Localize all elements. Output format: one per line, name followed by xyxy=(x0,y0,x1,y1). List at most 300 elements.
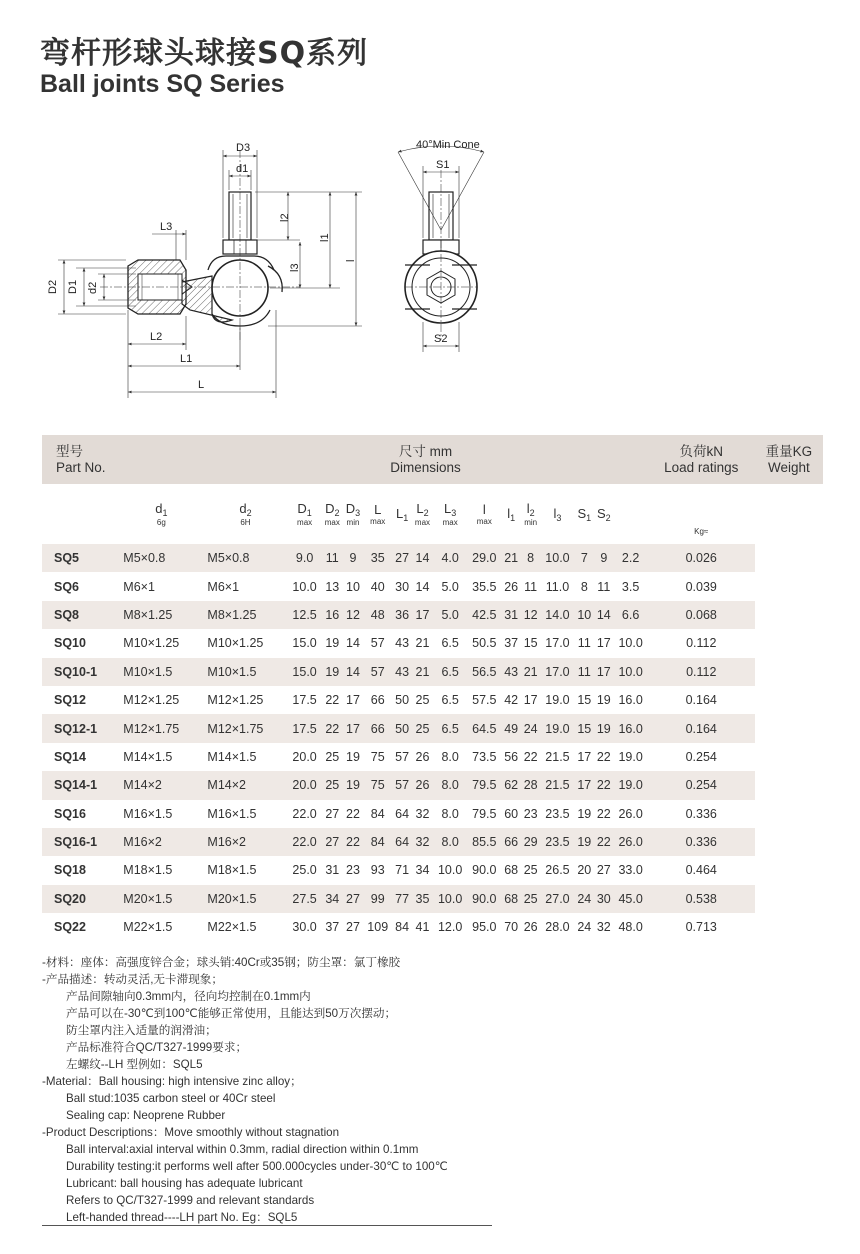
value-cell: 26.0 xyxy=(618,806,643,821)
front-view xyxy=(405,170,477,340)
svg-text:l3: l3 xyxy=(289,263,301,272)
value-cell: M14×2 xyxy=(207,778,246,793)
value-cell: 8.0 xyxy=(441,778,459,793)
value-cell: 90.0 xyxy=(472,891,497,906)
value-cell: 19 xyxy=(577,806,592,821)
subheader-cell: $L_2$ max xyxy=(414,501,431,527)
value-cell: 14 xyxy=(346,664,360,679)
table-subheader-row xyxy=(42,484,823,544)
value-cell: 19 xyxy=(596,721,611,736)
note-line: 左螺纹--LH 型例如：SQL5 xyxy=(66,1058,203,1071)
value-cell: M12×1.75 xyxy=(123,721,180,736)
value-cell: 26.5 xyxy=(545,863,570,878)
value-cell: 30.0 xyxy=(292,920,317,935)
value-cell: 85.5 xyxy=(472,835,497,850)
value-cell: 16 xyxy=(325,607,340,622)
value-cell: 57 xyxy=(370,636,385,651)
value-cell: 14 xyxy=(596,607,611,622)
value-cell: 57.5 xyxy=(472,693,497,708)
value-cell: M18×1.5 xyxy=(207,863,257,878)
subheader-cell: $l_1$ xyxy=(507,505,516,523)
value-cell: 25 xyxy=(415,693,430,708)
side-view xyxy=(100,150,300,340)
value-cell: 66 xyxy=(504,835,519,850)
value-cell: M16×1.5 xyxy=(123,806,173,821)
value-cell: 15 xyxy=(577,693,592,708)
value-cell: 32 xyxy=(596,920,611,935)
subheader-cell: l max xyxy=(476,502,492,526)
value-cell: 48 xyxy=(370,607,385,622)
table-body xyxy=(42,544,823,941)
subheader-cell: $D_1$ max xyxy=(297,501,313,527)
value-cell: 10.0 xyxy=(618,664,643,679)
value-cell: 26 xyxy=(415,778,430,793)
value-cell: M6×1 xyxy=(123,579,155,594)
value-cell: 12 xyxy=(346,607,360,622)
value-cell: 93 xyxy=(370,863,385,878)
value-cell: 26 xyxy=(504,579,519,594)
value-cell: 50 xyxy=(395,693,410,708)
value-cell: 25 xyxy=(523,891,538,906)
svg-text:D1: D1 xyxy=(67,279,79,294)
value-cell: 16.0 xyxy=(618,721,643,736)
page-title-cn: 弯杆形球头球接SQ系列 xyxy=(40,36,369,71)
value-cell: M22×1.5 xyxy=(123,920,173,935)
note-line: 防尘罩内注入适量的润滑油； xyxy=(66,1024,217,1037)
svg-text:l: l xyxy=(345,259,357,262)
value-cell: 23.5 xyxy=(545,835,570,850)
value-cell: 22 xyxy=(596,749,611,764)
value-cell: 17 xyxy=(346,693,360,708)
svg-text:S1: S1 xyxy=(436,159,450,171)
value-cell: 17 xyxy=(415,607,430,622)
value-cell: 43 xyxy=(504,664,519,679)
value-cell: 17 xyxy=(596,636,611,651)
svg-text:L3: L3 xyxy=(160,221,173,233)
value-cell: 17.0 xyxy=(545,636,570,651)
value-cell: 56 xyxy=(504,749,519,764)
value-cell: 17 xyxy=(577,749,592,764)
value-cell: M6×1 xyxy=(207,579,240,594)
part-number-cell: SQ10 xyxy=(54,636,86,651)
value-cell: M18×1.5 xyxy=(123,863,173,878)
value-cell: 5.0 xyxy=(441,579,459,594)
value-cell: 11 xyxy=(325,551,339,566)
value-cell: 40 xyxy=(370,579,385,594)
value-cell: 10 xyxy=(577,607,592,622)
note-line: Durability testing:it performs well after 500.000cycles under-30℃ to 100℃ xyxy=(66,1160,448,1173)
part-number-cell: SQ12-1 xyxy=(54,721,98,736)
subheader-cell: $d_2$ 6H xyxy=(239,501,252,527)
value-cell: 25 xyxy=(325,749,340,764)
value-cell: 64 xyxy=(395,806,410,821)
table-row xyxy=(42,601,823,629)
value-cell: 42 xyxy=(504,693,519,708)
value-cell: 11 xyxy=(577,636,591,651)
value-cell: 19.0 xyxy=(545,693,570,708)
svg-text:L2: L2 xyxy=(150,331,163,343)
table-row xyxy=(42,913,823,941)
value-cell: 8 xyxy=(580,579,588,594)
value-cell: 48.0 xyxy=(618,920,643,935)
table-header-row xyxy=(42,435,823,484)
svg-text:d2: d2 xyxy=(87,281,99,294)
footer-divider xyxy=(42,1225,492,1226)
value-cell: 27 xyxy=(596,863,611,878)
value-cell: M5×0.8 xyxy=(207,551,250,566)
value-cell: 71 xyxy=(395,863,410,878)
value-cell: 84 xyxy=(395,920,410,935)
value-cell: 0.039 xyxy=(685,579,717,594)
value-cell: 75 xyxy=(370,749,385,764)
value-cell: 10.0 xyxy=(545,551,570,566)
value-cell: 26 xyxy=(523,920,538,935)
value-cell: 12.5 xyxy=(292,607,317,622)
part-number-cell: SQ20 xyxy=(54,891,86,906)
value-cell: 31 xyxy=(504,607,519,622)
table-row xyxy=(42,658,823,686)
value-cell: 4.0 xyxy=(441,551,459,566)
value-cell: 57 xyxy=(370,664,385,679)
value-cell: 0.254 xyxy=(685,778,717,793)
value-cell: 12.0 xyxy=(437,920,463,935)
value-cell: 3.5 xyxy=(621,579,640,594)
value-cell: M20×1.5 xyxy=(207,891,257,906)
side-labels xyxy=(47,142,357,391)
value-cell: 17 xyxy=(523,693,538,708)
value-cell: 43 xyxy=(395,664,410,679)
value-cell: 57 xyxy=(395,778,410,793)
value-cell: 20.0 xyxy=(292,778,317,793)
subheader-cell: $l_3$ xyxy=(553,505,562,523)
part-number-cell: SQ10-1 xyxy=(54,664,98,679)
value-cell: 35 xyxy=(415,891,430,906)
part-number-cell: SQ8 xyxy=(54,607,80,622)
subheader-cell: $l_2$ min xyxy=(524,501,538,527)
value-cell: 21 xyxy=(415,664,430,679)
value-cell: 19 xyxy=(577,835,592,850)
value-cell: 0.254 xyxy=(685,749,717,764)
part-number-cell: SQ5 xyxy=(54,551,80,566)
notes-section xyxy=(42,954,448,1226)
value-cell: 35 xyxy=(370,551,385,566)
value-cell: M10×1.5 xyxy=(207,664,257,679)
value-cell: M20×1.5 xyxy=(123,891,173,906)
value-cell: 26 xyxy=(415,749,430,764)
value-cell: 5.0 xyxy=(441,607,459,622)
value-cell: 19.0 xyxy=(545,721,570,736)
value-cell: 22 xyxy=(523,749,538,764)
value-cell: M22×1.5 xyxy=(207,920,257,935)
value-cell: 22 xyxy=(325,721,340,736)
value-cell: 30 xyxy=(596,891,611,906)
value-cell: 11 xyxy=(577,664,591,679)
part-number-cell: SQ18 xyxy=(54,863,86,878)
value-cell: 32 xyxy=(415,835,430,850)
part-number-cell: SQ22 xyxy=(54,920,86,935)
value-cell: 22 xyxy=(325,693,340,708)
value-cell: 10 xyxy=(346,579,360,594)
value-cell: 10.0 xyxy=(437,863,463,878)
value-cell: 64 xyxy=(395,835,410,850)
value-cell: 25 xyxy=(415,721,430,736)
value-cell: 17.5 xyxy=(292,721,317,736)
value-cell: 41 xyxy=(415,920,430,935)
table-row xyxy=(42,885,823,913)
subheader-cell: $L_3$ max xyxy=(442,501,458,527)
header-load: 负荷kN Load ratings xyxy=(648,435,755,484)
note-line: Ball stud:1035 carbon steel or 40Cr steel xyxy=(66,1092,276,1105)
value-cell: 20.0 xyxy=(292,749,317,764)
value-cell: 7 xyxy=(580,551,588,566)
value-cell: 15.0 xyxy=(292,636,317,651)
value-cell: 19.0 xyxy=(618,749,643,764)
value-cell: M10×1.25 xyxy=(207,636,264,651)
value-cell: 17 xyxy=(577,778,592,793)
value-cell: 66 xyxy=(370,693,385,708)
value-cell: M12×1.25 xyxy=(123,693,180,708)
value-cell: 0.464 xyxy=(685,863,717,878)
value-cell: 23 xyxy=(346,863,360,878)
value-cell: 34 xyxy=(415,863,430,878)
header-weight: 重量KG Weight xyxy=(755,435,823,484)
value-cell: 6.5 xyxy=(441,721,459,736)
value-cell: 21 xyxy=(415,636,430,651)
note-line: Ball interval:axial interval within 0.3mm, radial direction within 0.1mm xyxy=(66,1143,419,1156)
note-line: 产品标准符合QC/T327-1999要求； xyxy=(66,1041,248,1054)
value-cell: M14×2 xyxy=(123,778,162,793)
value-cell: 49 xyxy=(504,721,519,736)
value-cell: 24 xyxy=(577,891,592,906)
value-cell: 25 xyxy=(325,778,340,793)
value-cell: 6.5 xyxy=(441,636,459,651)
note-line: Left-handed thread----LH part No. Eg：SQL5 xyxy=(66,1211,298,1224)
svg-text:S2: S2 xyxy=(434,333,448,345)
table-row xyxy=(42,856,823,884)
value-cell: 50 xyxy=(395,721,410,736)
svg-text:l2: l2 xyxy=(279,213,291,222)
value-cell: 84 xyxy=(370,806,385,821)
technical-drawing xyxy=(0,130,860,420)
part-number-cell: SQ16-1 xyxy=(54,835,98,850)
value-cell: M12×1.25 xyxy=(207,693,264,708)
value-cell: M16×2 xyxy=(207,835,246,850)
note-line: -产品描述：转动灵活,无卡滞现象； xyxy=(42,973,223,986)
value-cell: 6.6 xyxy=(621,607,640,622)
svg-text:L1: L1 xyxy=(180,353,193,365)
value-cell: 73.5 xyxy=(472,749,497,764)
value-cell: 27 xyxy=(346,920,360,935)
table-row xyxy=(42,686,823,714)
value-cell: 21 xyxy=(523,664,538,679)
value-cell: 0.112 xyxy=(686,636,717,651)
value-cell: 50.5 xyxy=(472,636,497,651)
note-line: Refers to QC/T327-1999 and relevant standards xyxy=(66,1194,315,1207)
value-cell: 109 xyxy=(367,920,389,935)
value-cell: 22 xyxy=(346,806,360,821)
value-cell: 22 xyxy=(596,806,611,821)
value-cell: 11 xyxy=(597,579,611,594)
value-cell: 26.0 xyxy=(618,835,643,850)
value-cell: 24 xyxy=(523,721,538,736)
value-cell: M10×1.25 xyxy=(123,636,180,651)
table-row xyxy=(42,771,823,799)
value-cell: 0.026 xyxy=(685,551,717,566)
value-cell: M14×1.5 xyxy=(207,749,257,764)
value-cell: 0.538 xyxy=(685,891,717,906)
value-cell: 28.0 xyxy=(545,920,570,935)
value-cell: 14 xyxy=(415,579,430,594)
value-cell: 23 xyxy=(523,806,538,821)
value-cell: 15 xyxy=(577,721,592,736)
value-cell: 43 xyxy=(395,636,410,651)
value-cell: 19 xyxy=(325,664,340,679)
value-cell: M16×2 xyxy=(123,835,162,850)
value-cell: 29 xyxy=(523,835,538,850)
value-cell: 57 xyxy=(395,749,410,764)
value-cell: 17.5 xyxy=(292,693,317,708)
subheader-cell: $D_2$ max xyxy=(324,501,340,527)
note-line: -Material：Ball housing: high intensive zinc alloy； xyxy=(42,1075,302,1088)
svg-text:d1: d1 xyxy=(236,163,249,175)
value-cell: M8×1.25 xyxy=(123,607,173,622)
subheader-blank xyxy=(614,484,648,544)
note-line: 产品可以在-30℃到100℃能够正常使用，且能达到50万次摆动； xyxy=(66,1007,397,1020)
value-cell: 19 xyxy=(346,749,360,764)
value-cell: 27 xyxy=(325,806,340,821)
value-cell: 14 xyxy=(415,551,430,566)
part-number-cell: SQ14 xyxy=(54,749,86,764)
value-cell: 36 xyxy=(395,607,410,622)
subheader-cell: L max xyxy=(370,502,386,526)
value-cell: M14×1.5 xyxy=(123,749,173,764)
value-cell: 56.5 xyxy=(472,664,497,679)
value-cell: 21 xyxy=(504,551,519,566)
value-cell: 34 xyxy=(325,891,340,906)
subheader-cell: $D_3$ min xyxy=(345,501,361,527)
value-cell: 0.164 xyxy=(685,693,717,708)
value-cell: 42.5 xyxy=(472,607,497,622)
value-cell: 9.0 xyxy=(295,551,314,566)
header-dimensions: 尺寸 mm Dimensions xyxy=(203,435,647,484)
subheader-blank xyxy=(42,484,119,544)
note-line: 产品间隙轴向0.3mm内，径向均控制在0.1mm内 xyxy=(66,990,311,1003)
table-row xyxy=(42,544,823,572)
value-cell: 11.0 xyxy=(545,579,570,594)
table-row xyxy=(42,743,823,771)
value-cell: 8.0 xyxy=(441,806,459,821)
value-cell: 90.0 xyxy=(472,863,497,878)
value-cell: 22.0 xyxy=(292,806,317,821)
value-cell: 8 xyxy=(527,551,535,566)
value-cell: 33.0 xyxy=(618,863,643,878)
note-line: Lubricant: ball housing has adequate lubricant xyxy=(66,1177,303,1190)
value-cell: 37 xyxy=(504,636,519,651)
value-cell: 8.0 xyxy=(441,835,459,850)
parts-table xyxy=(42,435,823,941)
value-cell: 77 xyxy=(395,891,410,906)
subheader-cell: $S_2$ xyxy=(596,505,611,523)
value-cell: 15.0 xyxy=(292,664,317,679)
value-cell: 64.5 xyxy=(472,721,497,736)
value-cell: 60 xyxy=(504,806,519,821)
value-cell: M16×1.5 xyxy=(207,806,257,821)
value-cell: 17 xyxy=(346,721,360,736)
value-cell: 0.112 xyxy=(686,664,717,679)
value-cell: 27 xyxy=(346,891,360,906)
value-cell: 19 xyxy=(596,693,611,708)
svg-text:l1: l1 xyxy=(319,233,331,242)
note-line: -材料：座体：高强度锌合金；球头销:40Cr或35钢；防尘罩：氯丁橡胶 xyxy=(42,956,401,969)
value-cell: 30 xyxy=(395,579,410,594)
value-cell: 45.0 xyxy=(618,891,643,906)
value-cell: 22 xyxy=(346,835,360,850)
value-cell: 84 xyxy=(370,835,385,850)
value-cell: 27 xyxy=(395,551,410,566)
value-cell: 22 xyxy=(596,835,611,850)
value-cell: 0.336 xyxy=(685,806,717,821)
value-cell: 66 xyxy=(370,721,385,736)
page-title-en: Ball joints SQ Series xyxy=(40,70,285,98)
svg-text:D2: D2 xyxy=(47,279,59,294)
value-cell: 23.5 xyxy=(545,806,570,821)
value-cell: 68 xyxy=(504,891,519,906)
value-cell: 31 xyxy=(325,863,340,878)
value-cell: 17.0 xyxy=(545,664,570,679)
value-cell: 75 xyxy=(370,778,385,793)
value-cell: 24 xyxy=(577,920,592,935)
svg-text:L: L xyxy=(198,379,205,391)
value-cell: 8.0 xyxy=(441,749,459,764)
value-cell: 27.5 xyxy=(292,891,317,906)
value-cell: 9 xyxy=(600,551,608,566)
value-cell: 2.2 xyxy=(621,551,640,566)
value-cell: 25.0 xyxy=(292,863,317,878)
value-cell: 27 xyxy=(325,835,340,850)
value-cell: 17 xyxy=(596,664,611,679)
note-line: Sealing cap: Neoprene Rubber xyxy=(66,1109,226,1122)
value-cell: 28 xyxy=(523,778,538,793)
value-cell: 95.0 xyxy=(472,920,497,935)
value-cell: 35.5 xyxy=(472,579,497,594)
value-cell: 6.5 xyxy=(441,693,459,708)
value-cell: 29.0 xyxy=(472,551,497,566)
part-number-cell: SQ14-1 xyxy=(54,778,98,793)
value-cell: 0.164 xyxy=(685,721,717,736)
table-row xyxy=(42,714,823,742)
value-cell: 13 xyxy=(325,579,340,594)
part-number-cell: SQ16 xyxy=(54,806,86,821)
svg-text:40°Min Cone: 40°Min Cone xyxy=(416,139,480,151)
value-cell: 10.0 xyxy=(292,579,317,594)
value-cell: 6.5 xyxy=(441,664,459,679)
value-cell: 12 xyxy=(523,607,538,622)
value-cell: 19 xyxy=(346,778,360,793)
part-number-cell: SQ6 xyxy=(54,579,80,594)
subheader-cell: $L_1$ xyxy=(395,505,409,523)
value-cell: 22 xyxy=(596,778,611,793)
side-dimensions xyxy=(58,150,362,398)
value-cell: M10×1.5 xyxy=(123,664,173,679)
value-cell: 22.0 xyxy=(292,835,317,850)
value-cell: 25 xyxy=(523,863,538,878)
value-cell: 99 xyxy=(370,891,385,906)
value-cell: 0.336 xyxy=(685,835,717,850)
value-cell: 79.5 xyxy=(472,778,497,793)
value-cell: 27.0 xyxy=(545,891,570,906)
value-cell: 9 xyxy=(349,551,357,566)
table-row xyxy=(42,572,823,600)
